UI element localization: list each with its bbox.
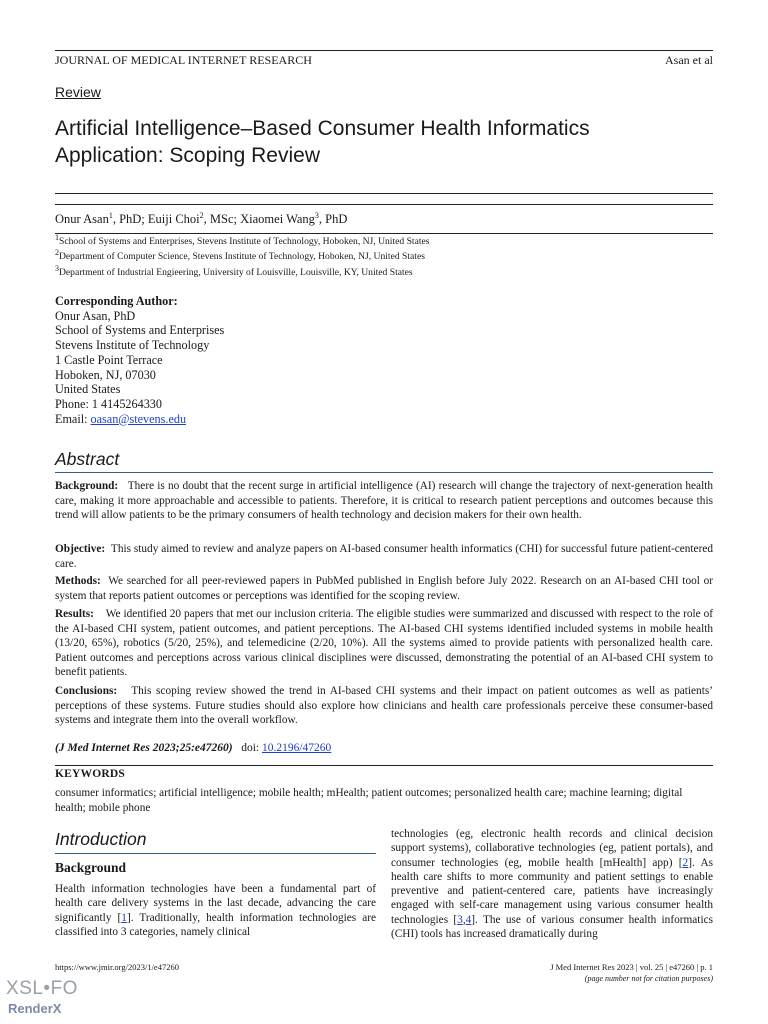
article-type[interactable]: Review [55, 84, 101, 100]
header-rule [55, 50, 713, 51]
authors-rule [55, 233, 713, 234]
reference-link[interactable]: 1 [121, 911, 127, 924]
abstract-methods [55, 574, 713, 603]
renderx-watermark: RenderX [8, 1001, 62, 1016]
author-affiliation-number: 3 [314, 210, 319, 220]
affiliation-text: Department of Computer Science, Stevens Institute of Technology, Hoboken, NJ, United States [59, 251, 425, 262]
reference-link[interactable]: 2 [682, 856, 689, 869]
affiliation-2 [55, 247, 425, 262]
keywords-heading: KEYWORDS [55, 768, 125, 780]
article-title [55, 116, 715, 169]
affiliation-3 [55, 263, 413, 278]
footer-note: (page number not for citation purposes) [584, 974, 713, 983]
abstract-label: Objective: [55, 543, 106, 555]
reference-link[interactable]: 3 [457, 913, 463, 926]
keywords-list: consumer informatics; artificial intelligence; mobile health; mHealth; patient outcomes; personalized health care; machine learning; digital health; mobile phone [55, 787, 683, 814]
abstract-objective [55, 542, 713, 571]
abstract-label: Results: [55, 608, 94, 620]
footer-info [550, 962, 713, 984]
abstract-rule [55, 472, 713, 473]
abstract-results [55, 607, 713, 680]
corresponding-line: Hoboken, NJ, 07030 [55, 367, 156, 382]
running-author: Asan et al [665, 53, 713, 67]
intro-right-paragraph [391, 827, 713, 941]
abstract-text: There is no doubt that the recent surge in artificial intelligence (AI) research will change the trajectory of next-generation health care, making it more approachable and accessible to patients. Therefore, it is critical to research patient perceptions and outcomes because this trend will allow patients to be the primary consumers of health technology and decision makers for their own health. [55, 480, 713, 521]
corresponding-line: 1 Castle Point Terrace [55, 352, 163, 367]
corresponding-line: Stevens Institute of Technology [55, 338, 210, 353]
corresponding-email-row [55, 412, 224, 427]
abstract-label: Background: [55, 480, 119, 492]
corresponding-line: Onur Asan, PhD [55, 308, 136, 323]
background-subheading: Background [55, 860, 127, 875]
footer-citation: J Med Internet Res 2023 | vol. 25 | e47260 | p. 1 [550, 962, 713, 972]
title-rule-bottom [55, 204, 713, 205]
paragraph-text: ]. Traditionally, health information technologies are classified into 3 categories, namely clinical [55, 911, 377, 938]
corresponding-line: School of Systems and Enterprises [55, 323, 225, 338]
author-degree: , PhD; [112, 212, 148, 226]
author-affiliation-number: 1 [108, 210, 113, 220]
paragraph-text: ]. As health care shifts to more community and patient settings to enable preventive and patient-centered care, patients have increasingly engaged with self-care management using various consumer health technologies [ [391, 856, 713, 926]
author-name: Xiaomei Wang [240, 212, 315, 226]
citation-line [55, 742, 331, 754]
title-rule-top [55, 193, 713, 194]
xslfo-watermark: XSL•FO [6, 978, 78, 999]
abstract-label: Methods: [55, 575, 101, 587]
abstract-heading: Abstract [55, 449, 120, 469]
affiliation-text: School of Systems and Enterprises, Stevens Institute of Technology, Hoboken, NJ, United States [59, 236, 430, 247]
author-list [55, 212, 347, 227]
affiliation-number: 1 [55, 232, 59, 242]
affiliation-number: 2 [55, 247, 59, 257]
footer-url[interactable]: https://www.jmir.org/2023/1/e47260 [55, 962, 179, 972]
doi-link[interactable]: 10.2196/47260 [261, 742, 332, 754]
author-degree: , PhD [318, 212, 348, 226]
abstract-background [55, 479, 713, 523]
intro-left-paragraph [55, 882, 376, 939]
introduction-rule [55, 853, 376, 854]
affiliation-number: 3 [55, 263, 59, 273]
introduction-heading: Introduction [55, 829, 147, 849]
author-affiliation-number: 2 [199, 210, 204, 220]
keywords-rule [55, 765, 713, 766]
doi-label: doi: [241, 742, 260, 754]
abstract-conclusions [55, 684, 713, 728]
reference-link[interactable]: 4 [465, 913, 472, 926]
title-line-1: Artificial Intelligence–Based Consumer Health Informatics [55, 117, 590, 140]
email-label: Email: [55, 411, 91, 426]
affiliation-1 [55, 232, 430, 247]
abstract-text: This scoping review showed the trend in AI-based CHI systems and their impact on patient outcomes as well as patients’ perceptions of these systems. Future studies should also explore how clinicians and health care professionals perceive these consumer-based systems and integrate them into the overall workflow. [55, 685, 713, 726]
author-name: Euiji Choi [147, 212, 200, 226]
paragraph-text: ]. The use of various consumer health informatics (CHI) tools has increased dramatically during [391, 913, 713, 941]
corresponding-author-block [55, 294, 224, 426]
author-degree: , MSc; [203, 212, 241, 226]
abstract-text: We identified 20 papers that met our inclusion criteria. The eligible studies were summarized and discussed with respect to the role of the AI-based CHI system, patient outcomes, and patient perceptions. The AI-based CHI systems identified included systems in mobile health (13/20, 65%), robotics (5/20, 25%), and telemedicine (2/20, 10%). All the systems aimed to provide patients with personalized health care. Patient outcomes and perceptions across various clinical disciplines were discussed, demonstrating the potential of an AI-based CHI system to benefit patients. [55, 608, 714, 678]
title-line-2: Application: Scoping Review [55, 143, 320, 167]
corresponding-author-heading: Corresponding Author: [55, 294, 178, 308]
paragraph-text: Health information technologies have been a fundamental part of health care delivery systems in the last decade, advancing the care significantly [ [55, 883, 376, 924]
abstract-label: Conclusions: [55, 685, 118, 697]
citation-reference: (J Med Internet Res 2023;25:e47260) [55, 742, 233, 754]
paragraph-text: technologies (eg, electronic health records and clinical decision support systems), collaborative technologies (eg, patient portals), and consumer technologies (eg, mobile health [mHealth] app) [ [391, 828, 713, 869]
abstract-text: We searched for all peer-reviewed papers in PubMed published in English before July 2022. Research on an AI-based CHI tool or system that reports patient outcomes or perceptions was identified for the scoping review. [55, 575, 713, 602]
author-name: Onur Asan [55, 212, 109, 226]
corresponding-phone: Phone: 1 4145264330 [55, 396, 162, 411]
corresponding-line: United States [55, 382, 121, 397]
abstract-text: This study aimed to review and analyze papers on AI-based consumer health informatics (CHI) for successful future patient-centered care. [55, 543, 713, 570]
email-link[interactable]: oasan@stevens.edu [90, 411, 187, 426]
paragraph-text: , [462, 913, 466, 926]
journal-name: JOURNAL OF MEDICAL INTERNET RESEARCH [55, 53, 312, 67]
affiliation-text: Department of Industrial Engieering, University of Louisville, Louisville, KY, United States [59, 267, 413, 278]
